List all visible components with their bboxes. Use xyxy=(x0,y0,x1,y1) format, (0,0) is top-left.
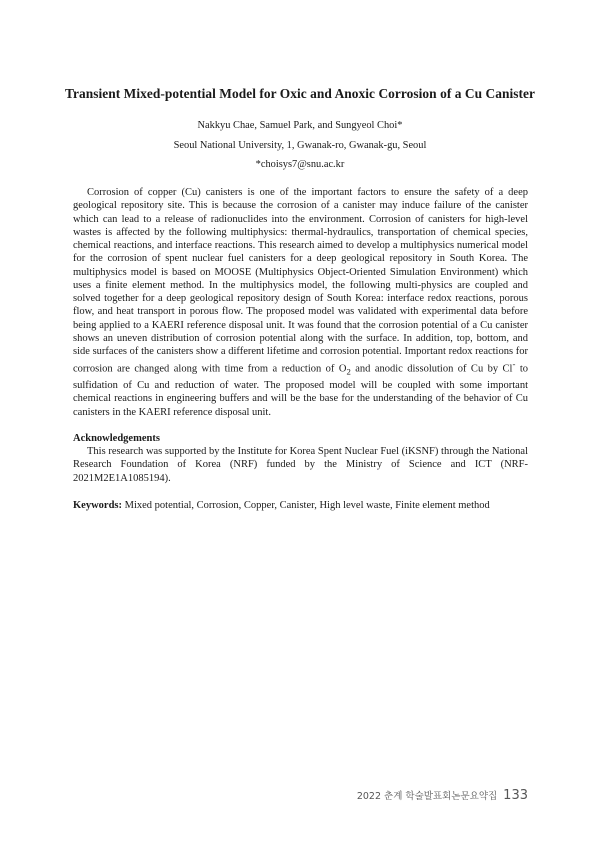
abstract-paragraph xyxy=(73,186,528,419)
abstract-superscript: - xyxy=(512,359,516,370)
acknowledgements-heading: Acknowledgements xyxy=(73,433,160,444)
keywords-label: Keywords: xyxy=(73,500,122,511)
contact-email: *choisys7@snu.ac.kr xyxy=(255,159,345,170)
proceedings-name: 2022 춘계 학술발표회논문요약집 xyxy=(356,791,498,802)
acknowledgements-body: This research was supported by the Institute for Korea Spent Nuclear Fuel (iKSNF) through the National Research Foundation of Korea (NRF) funded by the Ministry of Science and ICT (NRF-2021M2E1A1085194). xyxy=(73,446,528,484)
abstract-subscript: 2 xyxy=(346,366,351,377)
page-footer xyxy=(357,788,528,803)
abstract-text-1: Corrosion of copper (Cu) canisters is one of the important factors to ensure the safety of a deep geological repository site. This is because the corrosion of a canister may induce failure of the canister which can lead to a release of radionuclides into the environment. Corrosion of canisters for high-level wastes is affected by the following multiphysics: thermal-hydraulics, transportation of chemical species, chemical reactions, and interface reactions. This research aimed to develop a multiphysics numerical model for the corrosion of spent nuclear fuel canisters for a deep geological repository in South Korea. The multiphysics model is based on MOOSE (Multiphysics Object-Oriented Simulation Environment) which uses a finite element method. In the multiphysics model, the following multi-physics are coupled and solved together for a deep geological repository design of South Korea: interface redox reactions, porous flow, and heat transport in porous flow. The proposed model was validated with experimental data before being applied to a KAERI reference disposal unit. It was found that the corrosion potential of a Cu canister shows an uneven distribution of corrosion potential along with the surface. In addition, top, bottom, and side surfaces of the canisters show a different lifetime and corrosion potential. Important redox reactions for corrosion are changed along with time from a reduction of O xyxy=(73,187,528,375)
paper-title: Transient Mixed-potential Model for Oxic and Anoxic Corrosion of a Cu Canister xyxy=(65,86,535,101)
abstract-text-2: and anodic dissolution of Cu by Cl xyxy=(350,363,513,375)
abstract-text-3: to sulfidation of Cu and reduction of water. The proposed model will be coupled with some important chemical reactions in engineering buffers and will be the base for the understanding of the behavior of Cu canisters in the KAERI reference disposal unit. xyxy=(73,363,528,418)
affiliation: Seoul National University, 1, Gwanak-ro, Gwanak-gu, Seoul xyxy=(173,140,427,151)
author-list: Nakkyu Chae, Samuel Park, and Sungyeol Choi* xyxy=(197,120,403,131)
page-number: 133 xyxy=(503,788,528,803)
keywords-text: Mixed potential, Corrosion, Copper, Canister, High level waste, Finite element method xyxy=(122,500,490,511)
keywords-line xyxy=(73,499,528,512)
